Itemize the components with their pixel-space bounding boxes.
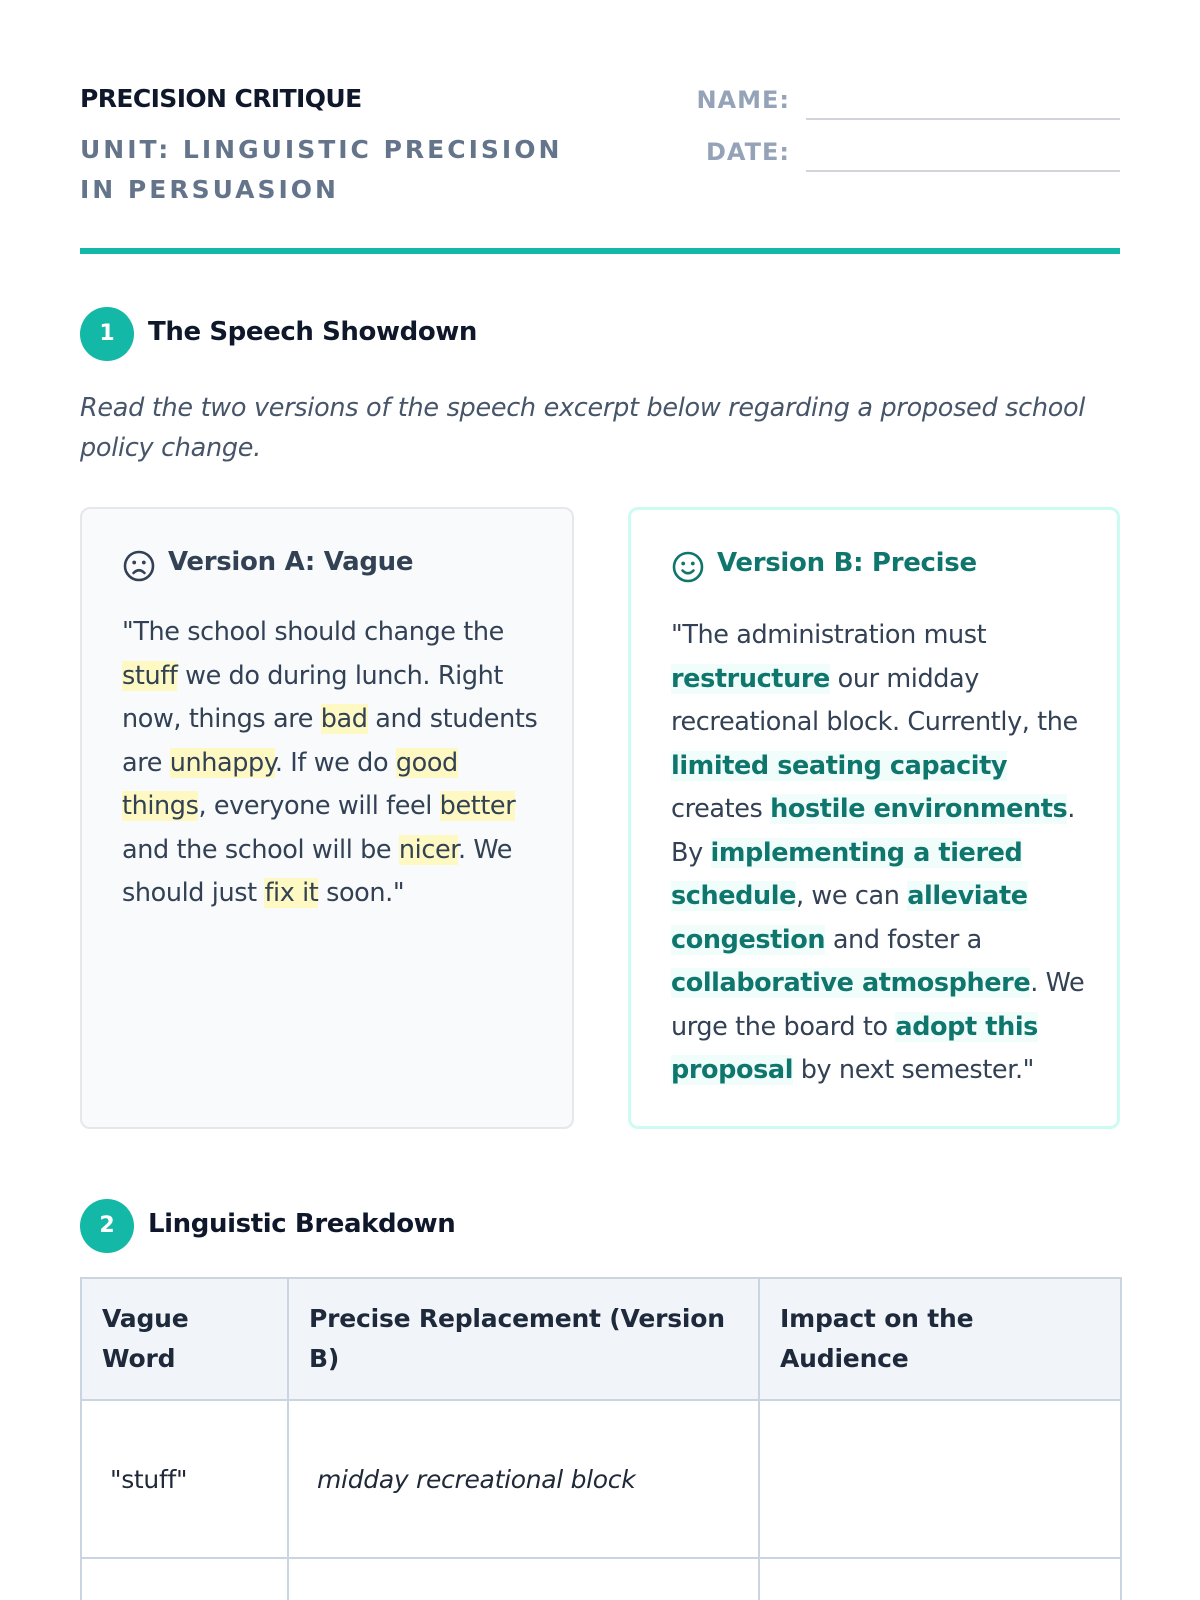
speech-text: . If we do xyxy=(274,747,396,778)
table-row xyxy=(81,1558,1121,1600)
impact-answer-cell[interactable] xyxy=(759,1558,1121,1600)
worksheet-page xyxy=(80,0,1120,1600)
speech-text: , we can xyxy=(796,881,908,911)
column-header: Impact on the Audience xyxy=(759,1278,1121,1400)
column-header: Precise Replacement (Version B) xyxy=(288,1278,759,1400)
speech-text: our midday recreational block. Currently, the xyxy=(671,663,1078,737)
section-title: The Speech Showdown xyxy=(148,317,478,347)
highlighted-word: stuff xyxy=(122,660,178,691)
highlighted-word: limited seating capacity xyxy=(671,750,1008,781)
breakdown-table xyxy=(80,1277,1122,1600)
date-row xyxy=(700,136,1120,176)
section-title: Linguistic Breakdown xyxy=(148,1209,456,1239)
version-b-card xyxy=(628,507,1120,1129)
name-row xyxy=(696,84,1120,124)
section-number-badge: 2 xyxy=(80,1199,134,1253)
highlighted-word: collaborative atmosphere xyxy=(671,968,1031,998)
name-label: NAME: xyxy=(696,86,790,114)
speech-text: . We should just xyxy=(122,834,513,908)
speech-text: . We urge the board to xyxy=(671,968,1085,1042)
version-a-text xyxy=(122,611,542,916)
smile-face-icon xyxy=(671,550,705,584)
worksheet-header xyxy=(80,84,1120,254)
section-number-badge: 1 xyxy=(80,307,134,361)
impact-answer-cell[interactable] xyxy=(759,1400,1121,1558)
date-field[interactable] xyxy=(806,170,1120,172)
column-header: Vague Word xyxy=(81,1278,288,1400)
version-a-title: Version A: Vague xyxy=(168,547,414,577)
frown-face-icon xyxy=(122,549,156,583)
highlighted-word: hostile environments xyxy=(770,794,1068,824)
speech-text: . By xyxy=(671,794,1076,868)
name-field[interactable] xyxy=(806,118,1120,120)
highlighted-word: nicer xyxy=(398,834,459,865)
date-label: DATE: xyxy=(706,138,790,166)
version-b-text xyxy=(671,614,1087,1093)
speech-text: creates xyxy=(671,794,771,824)
speech-text: soon." xyxy=(318,878,405,908)
vague-word-cell: "stuff" xyxy=(81,1400,288,1558)
speech-text: and students are xyxy=(122,704,538,778)
version-b-title: Version B: Precise xyxy=(717,548,977,578)
precise-replacement-cell: midday recreational block xyxy=(288,1400,759,1558)
highlighted-word: bad xyxy=(320,704,368,734)
table-header-row xyxy=(81,1278,1121,1400)
version-a-card xyxy=(80,507,574,1129)
speech-text: and the school will be xyxy=(122,834,399,865)
highlighted-word: good things xyxy=(122,747,458,821)
vague-word-cell[interactable] xyxy=(81,1558,288,1600)
highlighted-word: implementing a tiered schedule xyxy=(671,837,1023,911)
speech-text: and foster a xyxy=(825,924,982,955)
highlighted-word: fix it xyxy=(264,878,319,908)
precise-replacement-cell[interactable] xyxy=(288,1558,759,1600)
unit-subtitle: UNIT: LINGUISTIC PRECISION IN PERSUASION xyxy=(80,135,563,204)
instructions-text: Read the two versions of the speech excerpt below regarding a proposed school policy change. xyxy=(80,393,1086,463)
speech-text: "The administration must xyxy=(671,620,987,650)
highlighted-word: better xyxy=(439,791,516,821)
highlighted-word: adopt this proposal xyxy=(671,1011,1038,1085)
highlighted-word: unhappy xyxy=(169,747,275,778)
table-row xyxy=(81,1400,1121,1558)
highlighted-word: restructure xyxy=(671,663,830,694)
speech-text: , everyone will feel xyxy=(198,791,440,821)
speech-text: "The school should change the xyxy=(122,617,504,647)
speech-text: we do during lunch. Right now, things are xyxy=(122,660,503,734)
speech-text: by next semester." xyxy=(793,1055,1034,1085)
highlighted-word: alleviate congestion xyxy=(671,881,1028,955)
worksheet-title: PRECISION CRITIQUE xyxy=(80,84,362,113)
